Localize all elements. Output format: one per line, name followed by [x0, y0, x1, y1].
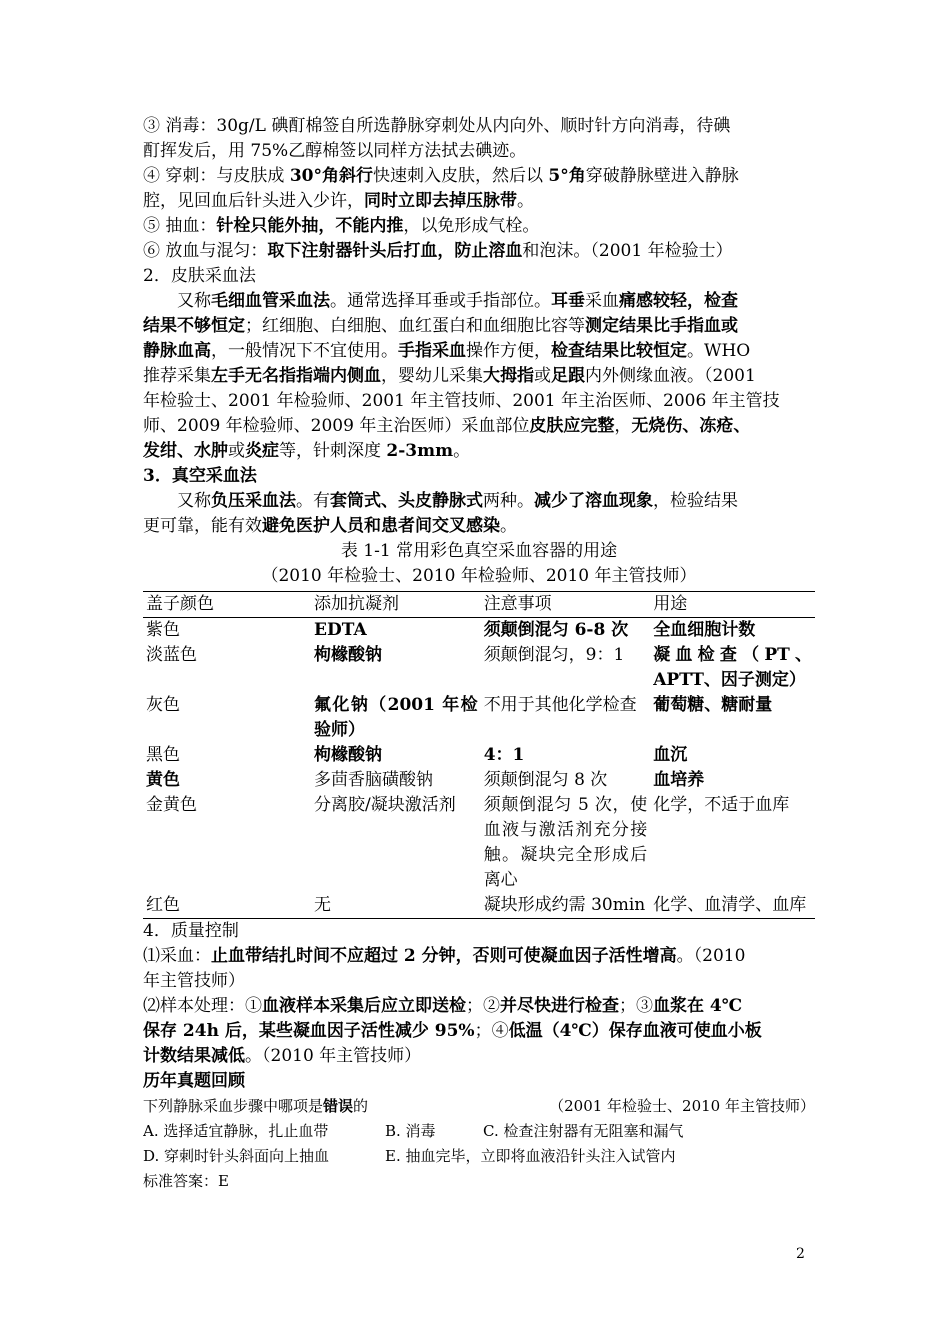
step-disinfect: ③ 消毒：30g/L 碘酊棉签自所选静脉穿刺处从内向外、顺时针方向消毒，待碘	[143, 116, 731, 136]
table-caption-sources: （2010 年检验士、2010 年检验师、2010 年主管技师）	[261, 566, 697, 586]
column-header: 盖子颜色	[143, 592, 311, 618]
table-cell: 分离胶/凝块激活剂	[314, 795, 456, 815]
table-cell: 黄色	[146, 770, 180, 790]
review-answer: 标准答案：E	[143, 1172, 229, 1190]
review-options-row-1: A. 选择适宜静脉，扎止血带 B. 消毒 C. 检查注射器有无阻塞和漏气	[143, 1122, 684, 1140]
blood-tube-table	[143, 591, 815, 919]
section-heading-qc: 4．质量控制	[143, 921, 239, 941]
table-cell: 4：1	[483, 745, 525, 765]
review-options-row-2: D. 穿刺时针头斜面向上抽血 E. 抽血完毕，立即将血液沿针头注入试管内	[143, 1147, 676, 1165]
table-cell: 红色	[146, 895, 180, 915]
table-cell: 须颠倒混匀，9：1	[483, 645, 625, 665]
qc-processing: ⑵样本处理：①血液样本采集后应立即送检；②并尽快进行检查；③血浆在 4℃	[143, 996, 743, 1016]
column-header: 添加抗凝剂	[311, 592, 481, 618]
table-cell: 灰色	[146, 695, 180, 715]
table-cell: 氟化钠（2001 年检验师）	[314, 695, 478, 740]
table-cell: 淡蓝色	[146, 645, 197, 665]
table-cell: 黑色	[146, 745, 180, 765]
table-row	[143, 793, 815, 893]
section-heading-vacuum: 3．真空采血法	[143, 466, 257, 486]
review-question: 下列静脉采血步骤中哪项是错误的 （2001 年检验士、2010 年主管技师）	[143, 1097, 815, 1115]
column-header: 用途	[650, 592, 815, 618]
table-cell: 化学，不适于血库	[653, 795, 790, 815]
page-content: ③ 消毒：30g/L 碘酊棉签自所选静脉穿刺处从内向外、顺时针方向消毒，待碘 酊挥发后，用 75%乙醇棉签以同样方法拭去碘迹。 ④ 穿刺：与皮肤成 30°角斜行快速刺入皮肤，然后以 5°角穿破静脉壁进入静脉 腔，见回血后针头进入少许，同时立即去掉压脉带。 ⑤ 抽血：针栓只能外抽，不能内推，以免形成气栓。 ⑥ 放血与混匀：取下注射器针头后打血，防止溶血和泡沫。（2001 年检验士） 2．皮肤采血法 又称毛细血管采血法。通常选择耳垂或手指部位。耳垂采血痛感较轻，检查 结果不够恒定；红细胞、白细胞、血红蛋白和血细胞比容等测定结果比手指血或 静脉血高，一般情况下不宜使用。手指采血操作方便，检查结果比较恒定。WHO 推荐采集左手无名指指端内侧血，婴幼儿采集大拇指或足跟内外侧缘血液。（2001 年检验士、2001 年检验师、2001 年主管技师、2001 年主治医师、2006 年主管技 师、2009 年检验师、2009 年主治医师）采血部位皮肤应完整，无烧伤、冻疮、 发绀、水肿或炎症等，针刺深度 2-3mm。 3．真空采血法 又称负压采血法。有套筒式、头皮静脉式两种。减少了溶血现象，检验结果 更可靠，能有效避免医护人员和患者间交叉感染。 表 1-1 常用彩色真空采血容器的用途 （2010 年检验士、2010 年检验师、2010 年主管技师） 盖子颜色 添加抗凝剂 注意事项 用途 紫色 EDTA 须颠倒混匀 6-8 次 全血细胞计数 淡蓝色 枸橼酸钠 须颠倒混匀，9：1 凝血检查（PT、APTT、因子测定） 灰色 氟化钠（2001 年检验师） 不用于其他化学检查 葡萄糖、糖耐量 黑色 枸橼酸钠 4：1 血沉 黄色 多茴香脑磺酸钠 须颠倒混匀 8 次 血培养 金黄色 分离胶/凝块激活剂 须颠倒混匀 5 次，使血液与激活剂充分接触。凝块完全形成后离心 化学，不适于血库 红色 无 凝块形成约需 30min 化学、血清学、血库 4．质量控制 ⑴采血：止血带结扎时间不应超过 2 分钟，否则可使凝血因子活性增高。（2010 年主管技师） ⑵样本处理：①血液样本采集后应立即送检；②并尽快进行检查；③血浆在 4℃ 保存 24h 后，某些凝血因子活性减少 95%；④低温（4℃）保存血液可使血小板 计数结果减低。（2010 年主管技师） 历年真题回顾 下列静脉采血步骤中哪项是错误的 （2001 年检验士、2010 年主管技师） A. 选择适宜静脉，扎止血带 B. 消毒 C. 检查注射器有无阻塞和漏气 D. 穿刺时针头斜面向上抽血 E. 抽血完毕，立即将血液沿针头注入试管内 标准答案：E	[143, 114, 815, 1194]
step-mix: ⑥ 放血与混匀：取下注射器针头后打血，防止溶血和泡沫。（2001 年检验士）	[143, 241, 733, 261]
table-cell: 凝块形成约需 30min	[483, 895, 646, 915]
section-heading-skin: 2．皮肤采血法	[143, 266, 256, 286]
step-draw: ⑤ 抽血：针栓只能外抽，不能内推，以免形成气栓。	[143, 216, 540, 236]
table-cell: 血沉	[653, 745, 688, 765]
table-cell: EDTA	[314, 620, 367, 640]
table-cell: 血培养	[653, 770, 705, 790]
table-row	[143, 643, 815, 693]
page-number: 2	[796, 1246, 805, 1262]
table-cell: 枸橼酸钠	[314, 645, 383, 665]
table-row	[143, 693, 815, 743]
table-caption: 表 1-1 常用彩色真空采血容器的用途	[340, 541, 618, 561]
vacuum-paragraph: 又称负压采血法。有套筒式、头皮静脉式两种。减少了溶血现象，检验结果	[177, 491, 738, 511]
table-cell: 须颠倒混匀 8 次	[483, 770, 608, 790]
review-title: 历年真题回顾	[143, 1071, 245, 1091]
table-cell: 无	[314, 895, 332, 915]
table-row	[143, 743, 815, 768]
table-cell: 多茴香脑磺酸钠	[314, 770, 434, 790]
column-header: 注意事项	[481, 592, 651, 618]
table-cell: 葡萄糖、糖耐量	[653, 695, 773, 715]
skin-paragraph: 又称毛细血管采血法。通常选择耳垂或手指部位。耳垂采血痛感较轻，检查	[177, 291, 738, 311]
table-cell: 须颠倒混匀 6-8 次	[483, 620, 629, 640]
step-puncture: ④ 穿刺：与皮肤成 30°角斜行快速刺入皮肤，然后以 5°角穿破静脉壁进入静脉	[143, 166, 739, 186]
table-cell: 全血细胞计数	[653, 620, 756, 640]
table-row	[143, 893, 815, 919]
table-cell: 枸橼酸钠	[314, 745, 383, 765]
table-header-row	[143, 592, 815, 618]
table-cell: 紫色	[146, 620, 180, 640]
table-cell: 凝血检查（PT、APTT、因子测定）	[653, 645, 812, 690]
qc-sampling: ⑴采血：止血带结扎时间不应超过 2 分钟，否则可使凝血因子活性增高。（2010	[143, 946, 746, 966]
table-row	[143, 618, 815, 644]
table-cell: 金黄色	[146, 795, 197, 815]
table-row	[143, 768, 815, 793]
table-cell: 须颠倒混匀 5 次，使血液与激活剂充分接触。凝块完全形成后离心	[483, 795, 648, 890]
table-cell: 不用于其他化学检查	[483, 695, 637, 715]
table-cell: 化学、血清学、血库	[653, 895, 807, 915]
